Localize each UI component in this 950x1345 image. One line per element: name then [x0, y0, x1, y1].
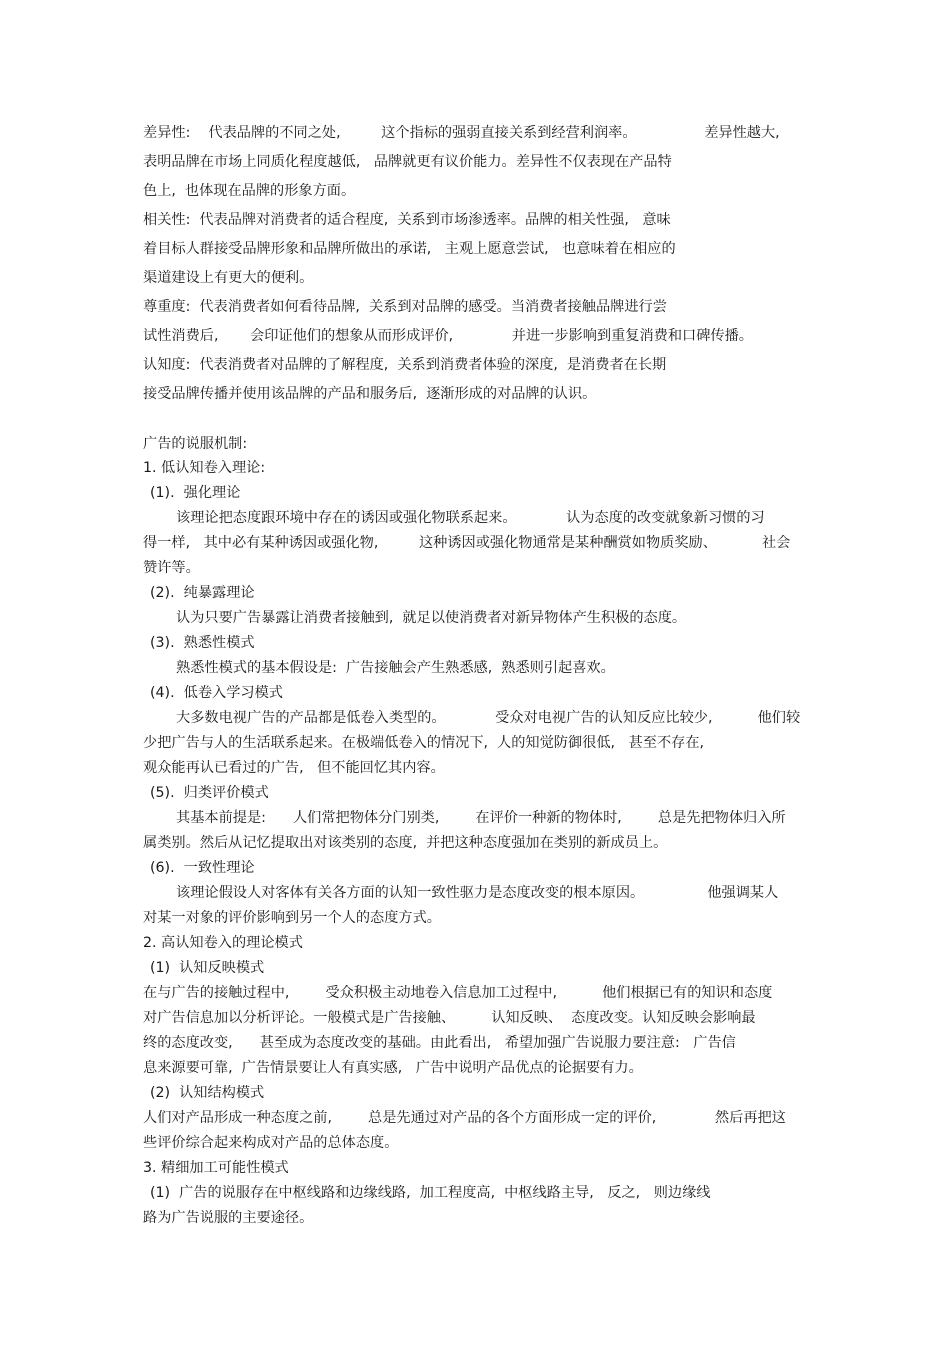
text-line: 些评价综合起来构成对产品的总体态度。	[143, 1135, 399, 1151]
text-line: 渠道建设上有更大的便利。	[143, 270, 314, 286]
text-line: 熟悉性模式的基本假设是: 广告接触会产生熟悉感, 熟悉则引起喜欢。	[176, 660, 615, 676]
text-line: 得一样, 其中必有某种诱因或强化物, 这种诱因或强化物通常是某种酬赏如物质奖励、 社会	[143, 535, 791, 551]
section-heading: 广告的说服机制:	[143, 436, 248, 452]
text-line: 大多数电视广告的产品都是低卷入类型的。 受众对电视广告的认知反应比较少, 他们较	[176, 710, 801, 726]
text-line: (1) 广告的说服存在中枢线路和边缘线路, 加工程度高, 中枢线路主导, 反之, 则边缘线	[150, 1185, 711, 1201]
subheading: (2). 纯暴露理论	[150, 585, 255, 601]
text-line: 观众能再认已看过的广告, 但不能回忆其内容。	[143, 760, 445, 776]
text-line: 赞许等。	[143, 560, 200, 576]
text-line: 少把广告与人的生活联系起来。在极端低卷入的情况下, 人的知觉防御很低, 甚至不存在,	[143, 735, 705, 751]
text-line: 人们对产品形成一种态度之前, 总是先通过对产品的各个方面形成一定的评价, 然后再把这	[143, 1110, 786, 1126]
subheading: (3). 熟悉性模式	[150, 635, 255, 651]
text-line: 该理论假设人对客体有关各方面的认知一致性驱力是态度改变的根本原因。 他强调某人	[176, 885, 779, 901]
text-line: 认为只要广告暴露让消费者接触到, 就足以使消费者对新异物体产生积极的态度。	[176, 610, 687, 626]
text-line: 着目标人群接受品牌形象和品牌所做出的承诺, 主观上愿意尝试, 也意味着在相应的	[143, 241, 676, 257]
subheading: (5). 归类评价模式	[150, 785, 269, 801]
text-line: 息来源要可靠, 广告情景要让人有真实感, 广告中说明产品优点的论据要有力。	[143, 1060, 643, 1076]
text-line: 其基本前提是: 人们常把物体分门别类, 在评价一种新的物体时, 总是先把物体归入所	[176, 810, 786, 826]
text-line: 差异性: 代表品牌的不同之处, 这个指标的强弱直接关系到经营利润率。 差异性越大,	[143, 125, 780, 141]
text-line: 接受品牌传播并使用该品牌的产品和服务后, 逐渐形成的对品牌的认识。	[143, 386, 597, 402]
text-line: 表明品牌在市场上同质化程度越低, 品牌就更有议价能力。差异性不仅表现在产品特	[143, 154, 672, 170]
subheading: (2) 认知结构模式	[150, 1085, 265, 1101]
text-line: 路为广告说服的主要途径。	[143, 1210, 314, 1226]
text-line: 相关性: 代表品牌对消费者的适合程度, 关系到市场渗透率。品牌的相关性强, 意味	[143, 212, 671, 228]
section-heading: 2. 高认知卷入的理论模式	[143, 935, 303, 951]
section-heading: 3. 精细加工可能性模式	[143, 1160, 289, 1176]
text-line: 色上, 也体现在品牌的形象方面。	[143, 183, 356, 199]
text-line: 尊重度: 代表消费者如何看待品牌, 关系到对品牌的感受。当消费者接触品牌进行尝	[143, 299, 667, 315]
text-line: 试性消费后, 会印证他们的想象从而形成评价, 并进一步影响到重复消费和口碑传播。	[143, 328, 753, 344]
text-line: 该理论把态度跟环境中存在的诱因或强化物联系起来。 认为态度的改变就象新习惯的习	[176, 510, 765, 526]
text-line: 在与广告的接触过程中, 受众积极主动地卷入信息加工过程中, 他们根据已有的知识和态度	[143, 985, 773, 1001]
section-heading: 1. 低认知卷入理论:	[143, 460, 266, 476]
text-line: 属类别。然后从记忆提取出对该类别的态度, 并把这种态度强加在类别的新成员上。	[143, 835, 668, 851]
subheading: (6). 一致性理论	[150, 860, 255, 876]
text-line: 终的态度改变, 甚至成为态度改变的基础。由此看出, 希望加强广告说服力要注意: 广告信	[143, 1035, 736, 1051]
text-line: 认知度: 代表消费者对品牌的了解程度, 关系到消费者体验的深度, 是消费者在长期	[143, 357, 667, 373]
text-line: 对某一对象的评价影响到另一个人的态度方式。	[143, 910, 441, 926]
subheading: (1) 认知反映模式	[150, 960, 265, 976]
subheading: (4). 低卷入学习模式	[150, 685, 283, 701]
subheading: (1). 强化理论	[150, 485, 241, 501]
text-line: 对广告信息加以分析评论。一般模式是广告接触、 认知反映、 态度改变。认知反映会影响最	[143, 1010, 756, 1026]
